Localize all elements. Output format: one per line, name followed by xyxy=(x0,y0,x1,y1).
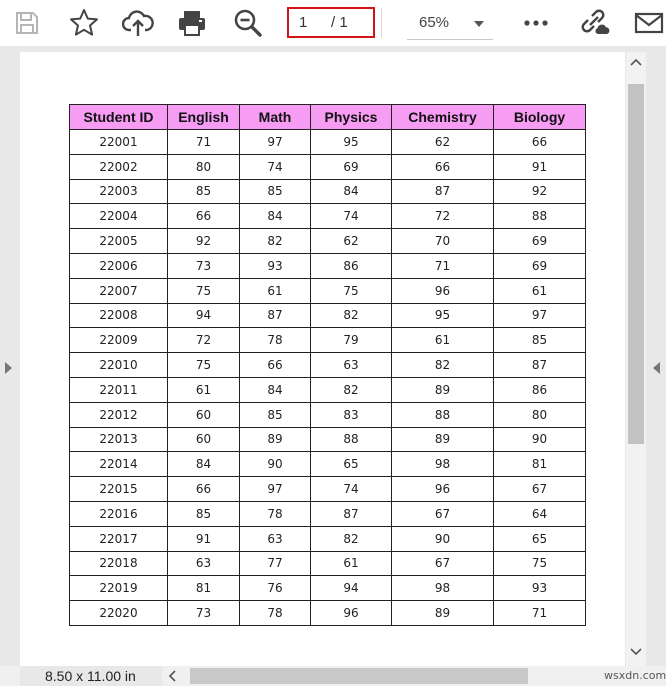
table-cell: 22003 xyxy=(70,179,168,204)
table-cell: 63 xyxy=(240,526,311,551)
table-cell: 89 xyxy=(392,601,494,626)
table-cell: 96 xyxy=(392,278,494,303)
table-cell: 84 xyxy=(240,377,311,402)
table-cell: 62 xyxy=(311,229,392,254)
watermark: wsxdn.com xyxy=(604,669,666,682)
table-cell: 22002 xyxy=(70,154,168,179)
table-cell: 97 xyxy=(494,303,586,328)
table-cell: 61 xyxy=(168,377,240,402)
scroll-left-icon[interactable] xyxy=(168,670,176,682)
table-cell: 88 xyxy=(392,402,494,427)
table-cell: 61 xyxy=(494,278,586,303)
table-cell: 88 xyxy=(311,427,392,452)
zoom-dropdown[interactable] xyxy=(407,10,493,40)
cloud-upload-icon[interactable] xyxy=(121,6,155,40)
bookmark-star-icon[interactable] xyxy=(67,6,101,40)
table-row xyxy=(70,204,586,229)
table-cell: 79 xyxy=(311,328,392,353)
table-cell: 96 xyxy=(311,601,392,626)
table-row xyxy=(70,551,586,576)
table-cell: 89 xyxy=(392,427,494,452)
table-cell: 75 xyxy=(168,278,240,303)
table-cell: 82 xyxy=(392,353,494,378)
table-row xyxy=(70,601,586,626)
table-cell: 22005 xyxy=(70,229,168,254)
table-cell: 87 xyxy=(392,179,494,204)
table-cell: 84 xyxy=(168,452,240,477)
table-cell: 61 xyxy=(392,328,494,353)
table-cell: 85 xyxy=(168,179,240,204)
table-row xyxy=(70,229,586,254)
email-icon[interactable] xyxy=(632,6,666,40)
table-cell: 22017 xyxy=(70,526,168,551)
table-cell: 67 xyxy=(392,551,494,576)
table-cell: 80 xyxy=(494,402,586,427)
table-cell: 94 xyxy=(311,576,392,601)
save-icon[interactable] xyxy=(10,6,44,40)
table-cell: 69 xyxy=(311,154,392,179)
toolbar-divider xyxy=(381,8,382,38)
column-header: Physics xyxy=(311,105,392,130)
table-cell: 75 xyxy=(494,551,586,576)
page-number-input[interactable]: 1 xyxy=(299,14,308,31)
table-row xyxy=(70,402,586,427)
table-cell: 72 xyxy=(392,204,494,229)
table-cell: 93 xyxy=(494,576,586,601)
table-cell: 96 xyxy=(392,477,494,502)
table-cell: 75 xyxy=(311,278,392,303)
table-cell: 91 xyxy=(168,526,240,551)
table-cell: 61 xyxy=(240,278,311,303)
table-cell: 82 xyxy=(311,303,392,328)
table-cell: 74 xyxy=(240,154,311,179)
table-cell: 69 xyxy=(494,229,586,254)
table-cell: 85 xyxy=(240,402,311,427)
document-page xyxy=(20,52,625,666)
table-cell: 87 xyxy=(240,303,311,328)
page-size-label: 8.50 x 11.00 in xyxy=(20,666,162,686)
table-cell: 63 xyxy=(311,353,392,378)
table-cell: 65 xyxy=(494,526,586,551)
table-cell: 62 xyxy=(392,130,494,155)
table-cell: 72 xyxy=(168,328,240,353)
column-header: Math xyxy=(240,105,311,130)
zoom-out-icon[interactable] xyxy=(231,6,265,40)
column-header: Biology xyxy=(494,105,586,130)
table-cell: 78 xyxy=(240,601,311,626)
table-row xyxy=(70,427,586,452)
table-cell: 91 xyxy=(494,154,586,179)
table-cell: 66 xyxy=(168,477,240,502)
table-cell: 69 xyxy=(494,253,586,278)
table-cell: 87 xyxy=(494,353,586,378)
table-cell: 22012 xyxy=(70,402,168,427)
grades-table xyxy=(69,104,586,626)
table-cell: 85 xyxy=(494,328,586,353)
table-cell: 75 xyxy=(168,353,240,378)
table-cell: 22018 xyxy=(70,551,168,576)
page-total-label: / 1 xyxy=(331,14,348,31)
table-row xyxy=(70,328,586,353)
table-row xyxy=(70,130,586,155)
table-row xyxy=(70,278,586,303)
table-cell: 22019 xyxy=(70,576,168,601)
table-cell: 22001 xyxy=(70,130,168,155)
table-cell: 83 xyxy=(311,402,392,427)
table-cell: 85 xyxy=(240,179,311,204)
table-header-row xyxy=(70,105,586,130)
table-cell: 64 xyxy=(494,501,586,526)
table-cell: 95 xyxy=(311,130,392,155)
table-cell: 71 xyxy=(392,253,494,278)
table-cell: 81 xyxy=(494,452,586,477)
table-row xyxy=(70,253,586,278)
zoom-value: 65% xyxy=(419,14,450,31)
table-cell: 86 xyxy=(494,377,586,402)
print-icon[interactable] xyxy=(175,6,209,40)
status-bar xyxy=(0,666,666,686)
table-cell: 98 xyxy=(392,452,494,477)
left-panel-toggle[interactable] xyxy=(0,46,20,666)
table-cell: 73 xyxy=(168,253,240,278)
page-number-box[interactable] xyxy=(287,7,375,38)
chevron-left-icon[interactable] xyxy=(653,362,660,374)
table-cell: 70 xyxy=(392,229,494,254)
table-cell: 78 xyxy=(240,501,311,526)
table-cell: 22016 xyxy=(70,501,168,526)
vertical-scroll-thumb[interactable] xyxy=(628,84,644,444)
table-cell: 71 xyxy=(168,130,240,155)
table-row xyxy=(70,477,586,502)
table-cell: 74 xyxy=(311,477,392,502)
column-header: Chemistry xyxy=(392,105,494,130)
table-row xyxy=(70,154,586,179)
table-row xyxy=(70,452,586,477)
more-icon[interactable] xyxy=(519,6,553,40)
table-cell: 61 xyxy=(311,551,392,576)
table-cell: 74 xyxy=(311,204,392,229)
horizontal-scroll-thumb[interactable] xyxy=(190,668,528,684)
table-cell: 22015 xyxy=(70,477,168,502)
table-cell: 87 xyxy=(311,501,392,526)
table-cell: 22004 xyxy=(70,204,168,229)
table-cell: 78 xyxy=(240,328,311,353)
table-cell: 65 xyxy=(311,452,392,477)
table-cell: 89 xyxy=(392,377,494,402)
chevron-right-icon[interactable] xyxy=(5,362,12,374)
table-row xyxy=(70,179,586,204)
table-cell: 95 xyxy=(392,303,494,328)
table-row xyxy=(70,377,586,402)
table-cell: 63 xyxy=(168,551,240,576)
table-cell: 22006 xyxy=(70,253,168,278)
table-cell: 92 xyxy=(168,229,240,254)
table-cell: 85 xyxy=(168,501,240,526)
table-cell: 60 xyxy=(168,402,240,427)
table-cell: 89 xyxy=(240,427,311,452)
table-cell: 22013 xyxy=(70,427,168,452)
scroll-down-icon[interactable] xyxy=(630,648,642,656)
table-cell: 66 xyxy=(392,154,494,179)
table-cell: 60 xyxy=(168,427,240,452)
toolbar xyxy=(0,0,666,46)
table-cell: 90 xyxy=(240,452,311,477)
right-panel-toggle[interactable] xyxy=(646,46,666,666)
table-cell: 22007 xyxy=(70,278,168,303)
table-cell: 22014 xyxy=(70,452,168,477)
table-cell: 80 xyxy=(168,154,240,179)
table-cell: 92 xyxy=(494,179,586,204)
table-cell: 93 xyxy=(240,253,311,278)
table-cell: 98 xyxy=(392,576,494,601)
table-row xyxy=(70,303,586,328)
table-cell: 73 xyxy=(168,601,240,626)
scroll-up-icon[interactable] xyxy=(630,58,642,66)
table-cell: 67 xyxy=(392,501,494,526)
table-cell: 77 xyxy=(240,551,311,576)
table-cell: 82 xyxy=(311,526,392,551)
table-cell: 22011 xyxy=(70,377,168,402)
table-cell: 66 xyxy=(240,353,311,378)
table-cell: 22020 xyxy=(70,601,168,626)
table-cell: 97 xyxy=(240,130,311,155)
table-cell: 66 xyxy=(168,204,240,229)
table-cell: 76 xyxy=(240,576,311,601)
table-row xyxy=(70,353,586,378)
table-cell: 90 xyxy=(392,526,494,551)
table-cell: 84 xyxy=(240,204,311,229)
chevron-down-icon xyxy=(474,21,484,27)
document-viewer xyxy=(0,46,666,686)
table-cell: 97 xyxy=(240,477,311,502)
table-row xyxy=(70,576,586,601)
table-cell: 84 xyxy=(311,179,392,204)
table-cell: 90 xyxy=(494,427,586,452)
table-row xyxy=(70,501,586,526)
table-cell: 22009 xyxy=(70,328,168,353)
table-cell: 88 xyxy=(494,204,586,229)
table-cell: 71 xyxy=(494,601,586,626)
table-cell: 22008 xyxy=(70,303,168,328)
table-cell: 94 xyxy=(168,303,240,328)
table-cell: 82 xyxy=(311,377,392,402)
table-cell: 81 xyxy=(168,576,240,601)
table-cell: 67 xyxy=(494,477,586,502)
column-header: English xyxy=(168,105,240,130)
table-cell: 86 xyxy=(311,253,392,278)
table-cell: 66 xyxy=(494,130,586,155)
vertical-scrollbar[interactable] xyxy=(626,52,646,666)
share-link-icon[interactable] xyxy=(577,6,611,40)
table-cell: 22010 xyxy=(70,353,168,378)
table-row xyxy=(70,526,586,551)
table-cell: 82 xyxy=(240,229,311,254)
column-header: Student ID xyxy=(70,105,168,130)
